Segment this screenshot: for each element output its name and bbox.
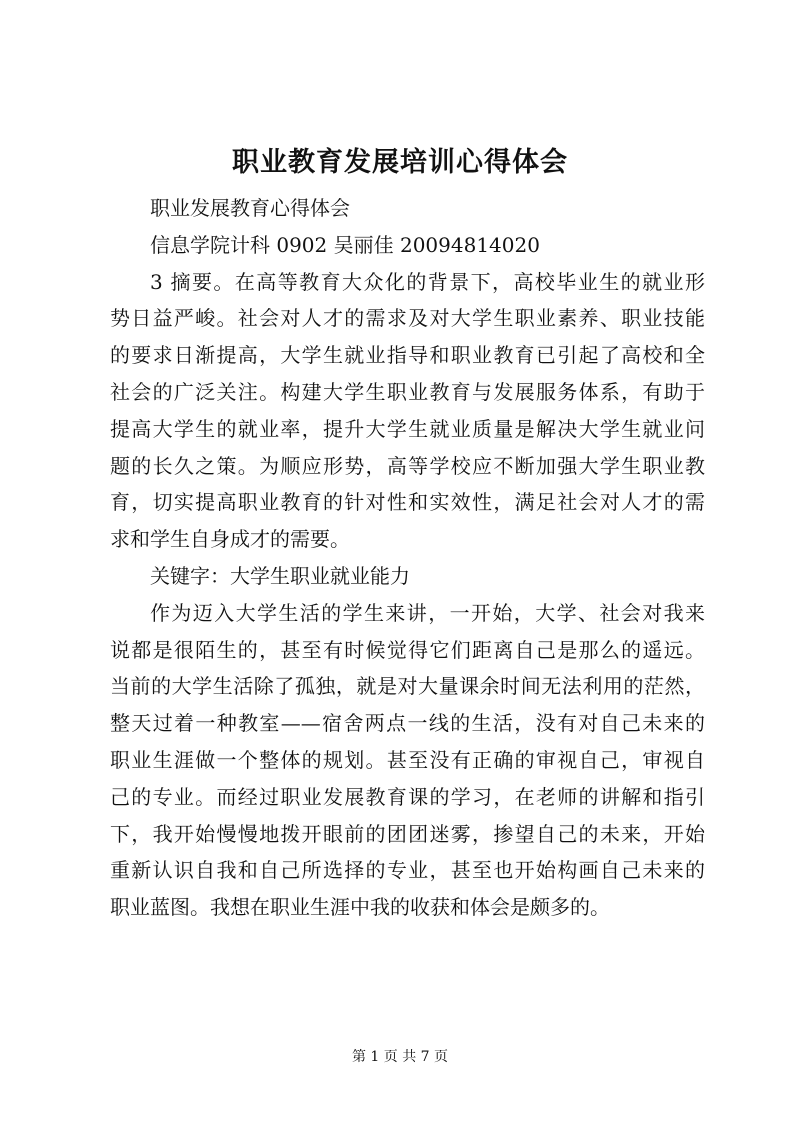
body-paragraph	[110, 595, 705, 926]
paragraph-line: 职业蓝图。我想在职业生涯中我的收获和体会是颇多的。	[110, 895, 610, 920]
abstract-paragraph	[110, 264, 705, 558]
paragraph-line: 整天过着一种教室——宿舍两点一线的生活，没有对自己未来的	[110, 711, 705, 736]
document-body	[110, 190, 705, 926]
subtitle: 职业发展教育心得体会	[150, 196, 350, 220]
abstract-line: 社会的广泛关注。构建大学生职业教育与发展服务体系，有助于	[110, 379, 705, 404]
abstract-line: 题的长久之策。为顺应形势，高等学校应不断加强大学生职业教	[110, 453, 705, 478]
paragraph-line: 作为迈入大学生活的学生来讲，一开始，大学、社会对我来	[150, 600, 705, 625]
keywords-line: 关键字：大学生职业就业能力	[150, 563, 410, 588]
abstract-line: 3 摘要。在高等教育大众化的背景下，高校毕业生的就业形	[150, 269, 705, 294]
paragraph-line: 下，我开始慢慢地拨开眼前的团团迷雾，掺望自己的未来，开始	[110, 821, 705, 846]
abstract-line: 育，切实提高职业教育的针对性和实效性，满足社会对人才的需	[110, 490, 705, 515]
document-title: 职业教育发展培训心得体会	[232, 147, 568, 178]
abstract-line: 提高大学生的就业率，提升大学生就业质量是解决大学生就业问	[110, 416, 705, 441]
abstract-line: 势日益严峻。社会对人才的需求及对大学生职业素养、职业技能	[110, 306, 705, 331]
abstract-line: 的要求日渐提高，大学生就业指导和职业教育已引起了高校和全	[110, 343, 705, 368]
paragraph-line: 重新认识自我和自己所选择的专业，甚至也开始构画自己未来的	[110, 858, 705, 883]
paragraph-line: 己的专业。而经过职业发展教育课的学习，在老师的讲解和指引	[110, 784, 705, 809]
paragraph-line: 当前的大学生活除了孤独，就是对大量课余时间无法利用的茫然，	[110, 674, 705, 699]
author-line: 信息学院计科 0902 吴丽佳 20094814020	[150, 232, 540, 257]
paragraph-line: 说都是很陌生的，甚至有时候觉得它们距离自己是那么的遥远。	[110, 637, 705, 662]
page-number: 第 1 页 共 7 页	[351, 1049, 449, 1065]
paragraph-line: 职业生涯做一个整体的规划。甚至没有正确的审视自己，审视自	[110, 747, 705, 772]
abstract-line: 求和学生自身成才的需要。	[110, 527, 350, 552]
